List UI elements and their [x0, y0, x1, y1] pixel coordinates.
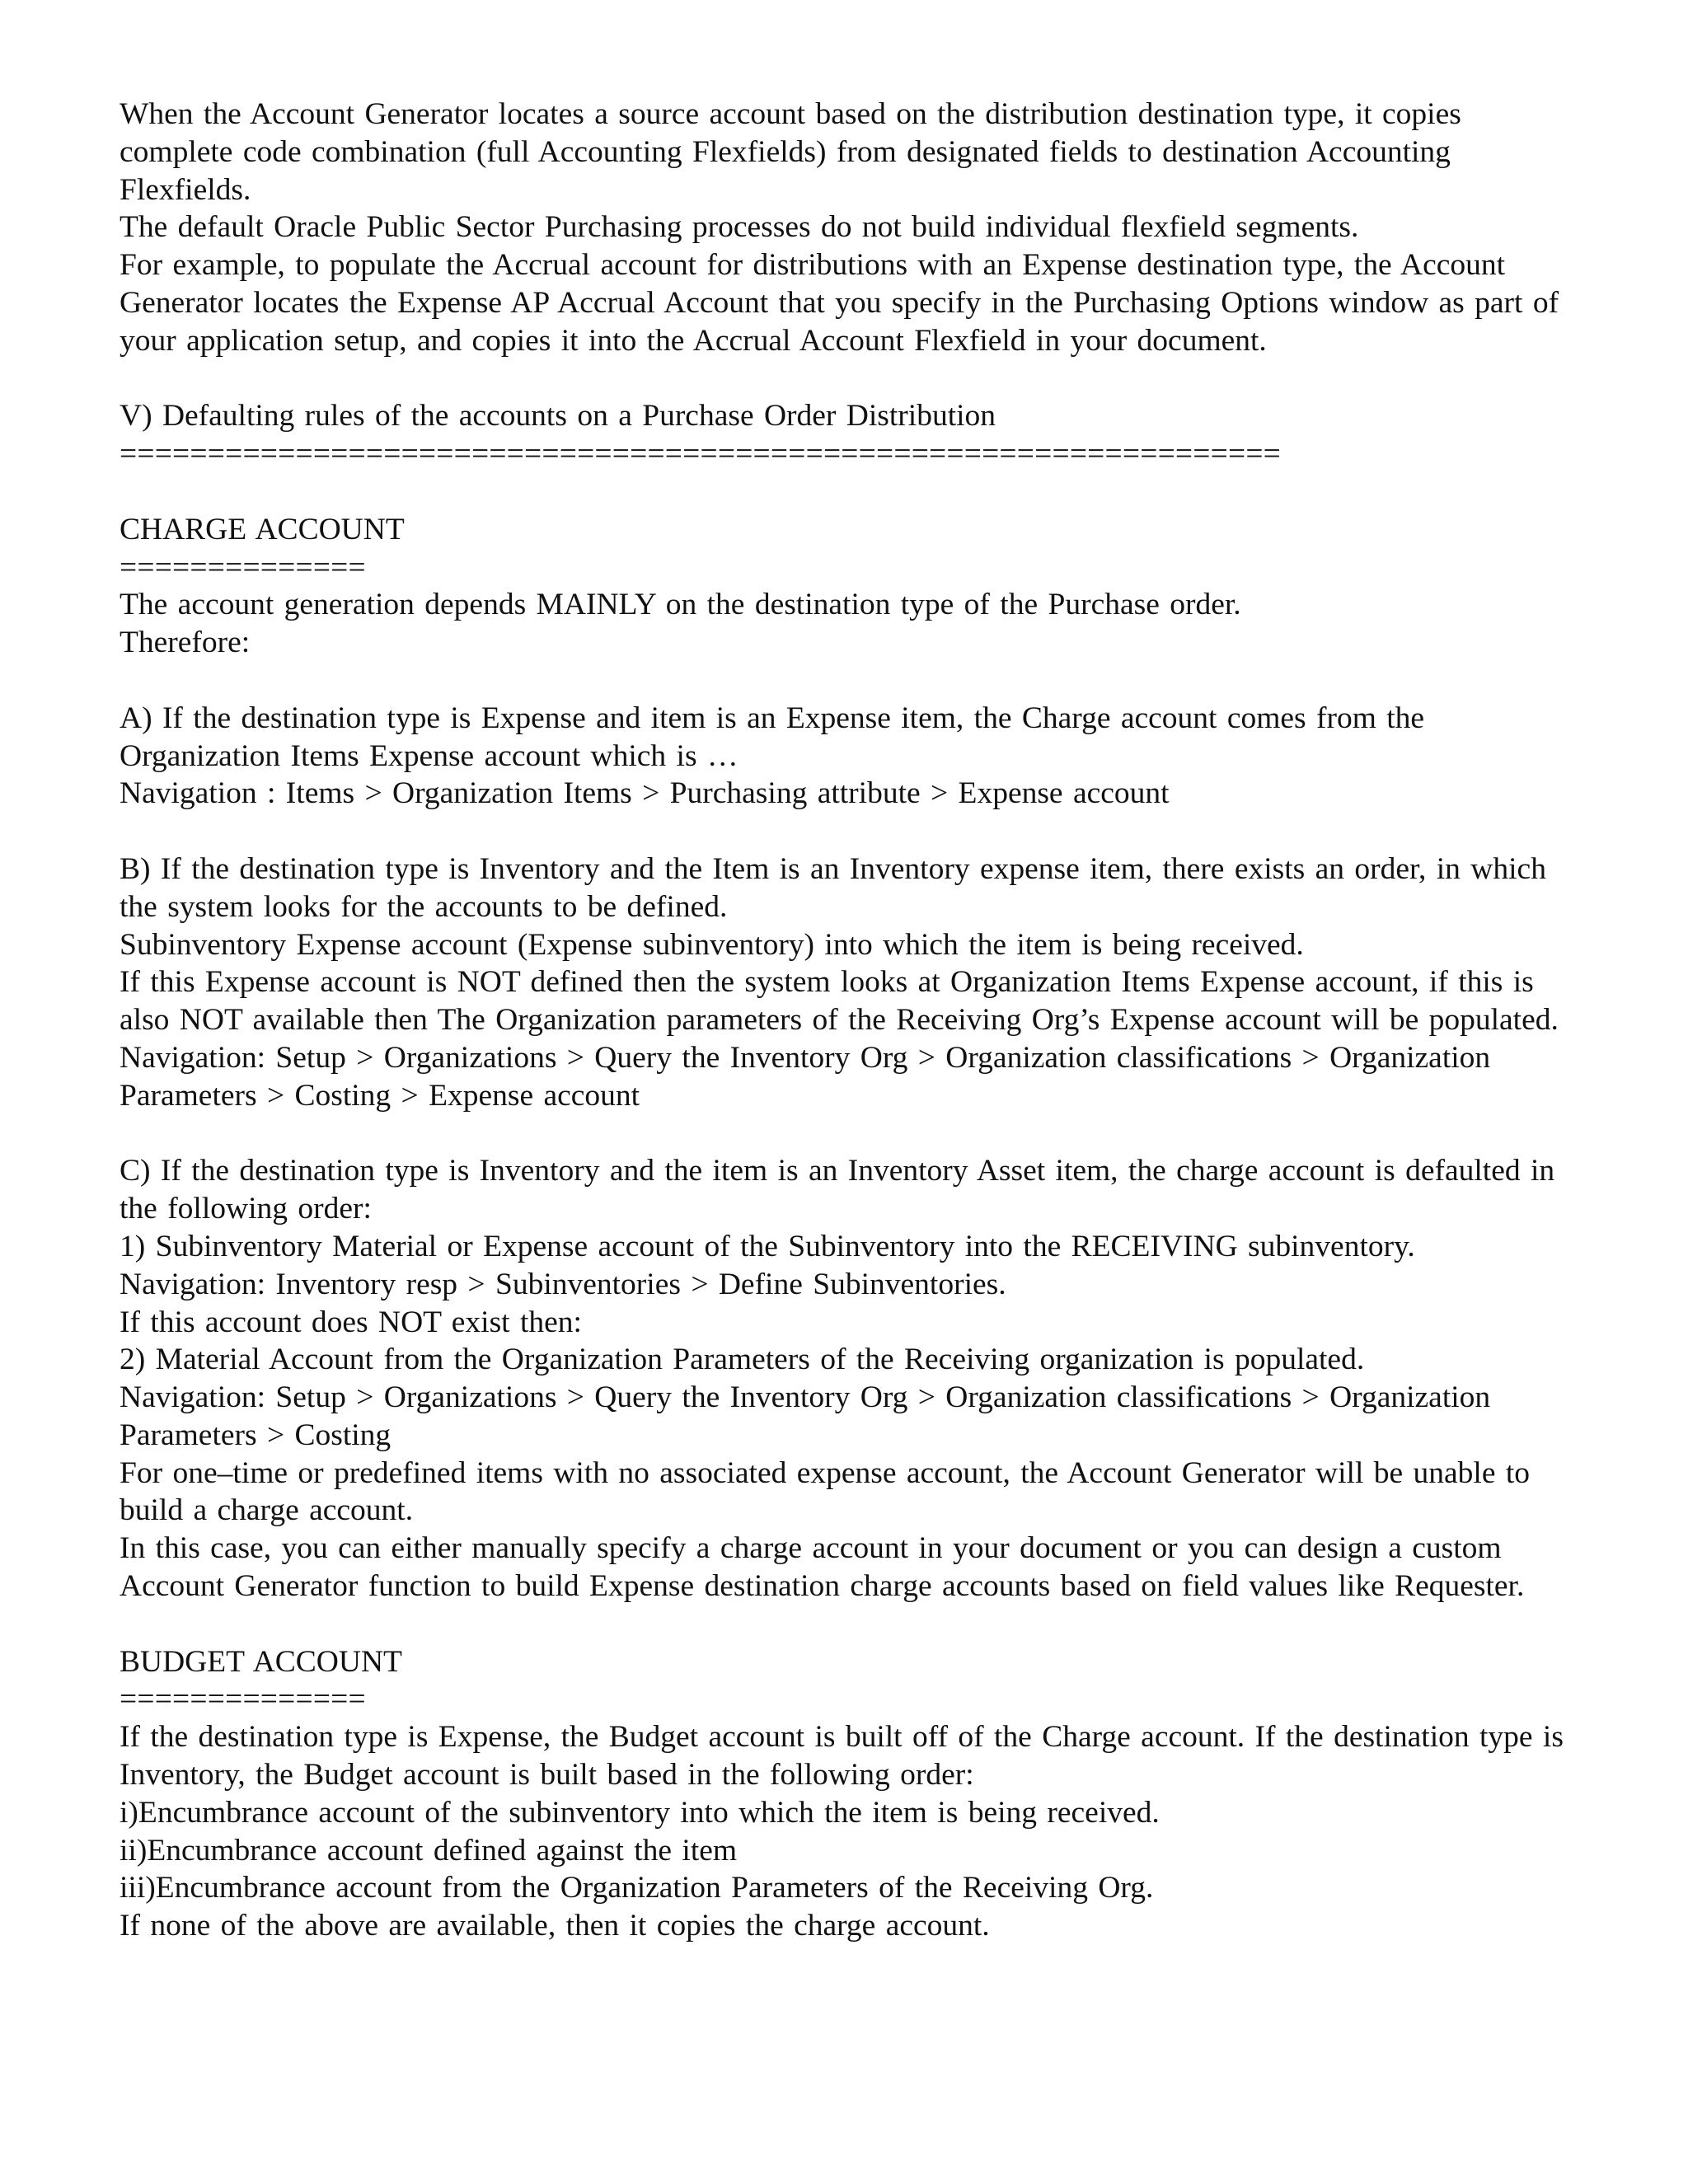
text-line: Generator locates the Expense AP Accrual Account that you specify in the Purchasing Options window as part of — [120, 285, 1559, 320]
text-line: The account generation depends MAINLY on the destination type of the Purchase order. — [120, 588, 1241, 622]
spacer — [120, 1115, 1628, 1153]
navigation-line: Parameters > Costing > Expense account — [120, 1078, 640, 1113]
text-line: Account Generator function to build Expense destination charge accounts based on field values like Requester. — [120, 1569, 1525, 1604]
text-line: In this case, you can either manually specify a charge account in your document or you can design a custom — [120, 1531, 1502, 1566]
text-line: B) If the destination type is Inventory and the Item is an Inventory expense item, there exists an order, in which — [120, 851, 1546, 886]
text-line: 2) Material Account from the Organization Parameters of the Receiving organization is populated. — [120, 1343, 1365, 1377]
charge-rule-a — [120, 700, 1628, 813]
text-line: 1) Subinventory Material or Expense account of the Subinventory into the RECEIVING subinventory. — [120, 1229, 1415, 1263]
text-line: also NOT available then The Organization parameters of the Receiving Org’s Expense account will be populated. — [120, 1003, 1559, 1038]
navigation-line: Navigation: Setup > Organizations > Query the Inventory Org > Organization classifications > Organization — [120, 1040, 1491, 1075]
spacer — [120, 662, 1628, 700]
text-line: If this Expense account is NOT defined then the system looks at Organization Items Expense account, if this is — [120, 965, 1534, 1000]
heading-underline: ================================================================== — [120, 437, 1282, 471]
text-line: Inventory, the Budget account is built based in the following order: — [120, 1758, 974, 1793]
spacer — [120, 360, 1628, 398]
text-line: your application setup, and copies it into the Accrual Account Flexfield in your document. — [120, 323, 1267, 358]
charge-rule-b — [120, 851, 1628, 1115]
budget-paragraph — [120, 1718, 1628, 1945]
text-line: For example, to populate the Accrual account for distributions with an Expense destination type, the Account — [120, 248, 1506, 283]
text-line: Subinventory Expense account (Expense subinventory) into which the item is being received. — [120, 927, 1304, 962]
text-line: If none of the above are available, then it copies the charge account. — [120, 1909, 990, 1943]
navigation-line: Parameters > Costing — [120, 1418, 392, 1452]
list-item: iii)Encumbrance account from the Organization Parameters of the Receiving Org. — [120, 1871, 1154, 1905]
text-line: Therefore: — [120, 626, 251, 660]
text-line: If the destination type is Expense, the Budget account is built off of the Charge account. If the destination type is — [120, 1720, 1564, 1755]
text-line: Organization Items Expense account which is … — [120, 738, 738, 773]
document-page — [120, 96, 1628, 1945]
text-line: The default Oracle Public Sector Purchasing processes do not build individual flexfield segments. — [120, 210, 1359, 245]
section-heading-charge-account: CHARGE ACCOUNT — [120, 512, 405, 546]
spacer — [120, 813, 1628, 851]
list-item: ii)Encumbrance account defined against the item — [120, 1833, 738, 1868]
text-line: If this account does NOT exist then: — [120, 1305, 582, 1339]
section-heading-budget-account: BUDGET ACCOUNT — [120, 1644, 402, 1679]
text-line: the system looks for the accounts to be defined. — [120, 889, 728, 924]
text-line: For one–time or predefined items with no associated expense account, the Account Generator will be unable to — [120, 1455, 1531, 1490]
spacer — [120, 473, 1628, 511]
section-heading-defaulting-rules: V) Defaulting rules of the accounts on a Purchase Order Distribution — [120, 399, 996, 434]
text-line: the following order: — [120, 1192, 372, 1226]
navigation-line: Navigation: Setup > Organizations > Query the Inventory Org > Organization classifications > Organization — [120, 1380, 1491, 1415]
text-line: complete code combination (full Accounting Flexfields) from designated fields to destination Accounting — [120, 134, 1451, 169]
spacer — [120, 1605, 1628, 1643]
navigation-line: Navigation : Items > Organization Items > Purchasing attribute > Expense account — [120, 776, 1170, 811]
text-line: Flexfields. — [120, 172, 251, 207]
heading-underline: ============== — [120, 550, 366, 584]
text-line: When the Account Generator locates a source account based on the distribution destination type, it copies — [120, 97, 1461, 131]
list-item: i)Encumbrance account of the subinventory into which the item is being received. — [120, 1795, 1160, 1830]
text-line: A) If the destination type is Expense and item is an Expense item, the Charge account comes from the — [120, 701, 1425, 735]
intro-paragraph — [120, 96, 1628, 360]
heading-underline: ============== — [120, 1682, 366, 1717]
text-line: build a charge account. — [120, 1493, 414, 1528]
text-line: C) If the destination type is Inventory and the item is an Inventory Asset item, the charge account is defaulted in — [120, 1154, 1555, 1188]
navigation-line: Navigation: Inventory resp > Subinventories > Define Subinventories. — [120, 1267, 1006, 1301]
charge-rule-c — [120, 1152, 1628, 1605]
